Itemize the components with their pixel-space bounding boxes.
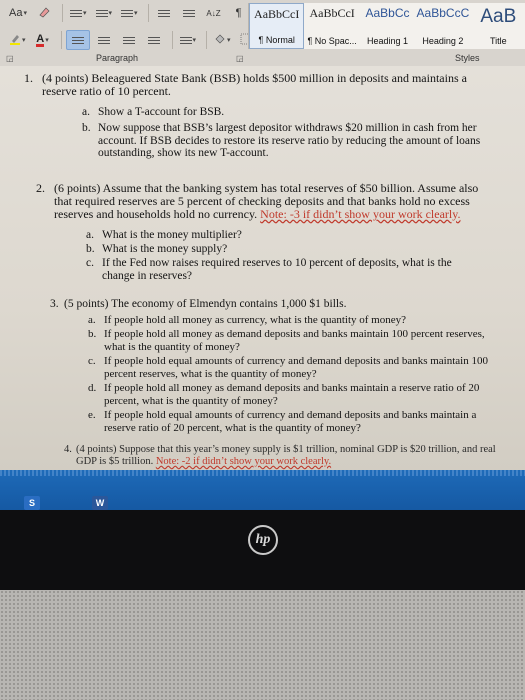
- style-sample: AaBbCcI: [254, 7, 300, 21]
- numbering-caret-icon: ▾: [108, 10, 113, 17]
- justify-button[interactable]: [143, 31, 165, 49]
- question-stem: (4 points) Suppose that this year’s money supply is $1 trillion, nominal GDP is $20 trillion, and real GDP is $5 trillion.: [76, 444, 496, 467]
- bullets-icon: [70, 8, 82, 19]
- font-dialog-launcher-icon[interactable]: ◲: [6, 54, 14, 63]
- highlighter-icon: [9, 33, 21, 48]
- show-formatting-marks-button[interactable]: [228, 4, 250, 22]
- increase-indent-icon: [183, 8, 195, 19]
- question-3c: [88, 355, 488, 380]
- styles-gallery: [248, 3, 525, 49]
- sub-text: If people hold all money as demand deposits and banks maintain a reserve ratio of 20 percent, what is the quantity of money?: [104, 382, 480, 407]
- multilevel-list-icon: [121, 8, 133, 19]
- style-0[interactable]: [249, 3, 304, 49]
- question-stem: (6 points) Assume that the banking system has total reserves of $50 billion. Assume also that required reserves are 5 percent of checking deposits and that banks hold no excess reserves and households hold no currency.: [54, 181, 479, 221]
- sub-letter: c.: [88, 355, 96, 367]
- taskbar-app-0-icon[interactable]: S: [24, 496, 40, 510]
- style-1[interactable]: [304, 3, 359, 49]
- style-name: ¶ Normal: [258, 35, 295, 45]
- decrease-indent-icon: [158, 8, 170, 19]
- style-name: Title: [489, 36, 507, 46]
- sub-letter: b.: [86, 243, 95, 255]
- styles-group-label: Styles: [455, 53, 480, 63]
- highlight-caret-icon: ▾: [22, 37, 26, 44]
- question-3d: [88, 382, 500, 407]
- question-4: [64, 444, 504, 468]
- increase-indent-button[interactable]: [178, 4, 200, 22]
- change-case-button[interactable]: [6, 4, 30, 22]
- document-page[interactable]: [0, 66, 525, 470]
- highlight-color-button[interactable]: [6, 31, 29, 49]
- sub-letter: b.: [88, 328, 97, 340]
- sub-letter: e.: [88, 409, 96, 421]
- grading-note: Note: -2 if didn’t show your work clearly.: [155, 456, 332, 467]
- question-3e: [88, 409, 500, 434]
- style-sample: AaBbCcC: [416, 6, 470, 20]
- question-stem: (4 points) Beleaguered State Bank (BSB) holds $500 million in deposits and maintains a reserve ratio of 10 percent.: [42, 71, 467, 98]
- sub-text: Show a T-account for BSB.: [98, 106, 225, 118]
- question-stem-wrap: [76, 444, 504, 468]
- ribbon-separator: [206, 31, 207, 49]
- question-1b: [82, 122, 492, 160]
- question-2b: [86, 243, 486, 256]
- taskbar: [0, 470, 525, 510]
- ribbon-separator: [61, 31, 62, 49]
- sub-text: What is the money multiplier?: [102, 229, 242, 241]
- ribbon-separator: [62, 4, 63, 22]
- question-2: [36, 182, 496, 221]
- align-center-icon: [98, 35, 110, 46]
- style-2[interactable]: [360, 3, 415, 49]
- word-ribbon: [0, 0, 525, 67]
- question-1a: [82, 106, 492, 119]
- question-3b: [88, 328, 488, 353]
- style-3[interactable]: [415, 3, 470, 49]
- paint-bucket-icon: [214, 33, 226, 48]
- font-color-icon: A: [36, 32, 45, 45]
- paragraph-dialog-launcher-icon[interactable]: ◲: [236, 54, 244, 63]
- style-name: Heading 2: [422, 36, 464, 46]
- align-left-button[interactable]: [66, 30, 90, 50]
- line-spacing-icon: [180, 35, 192, 46]
- sub-text: Now suppose that BSB’s largest depositor withdraws $20 million in cash from her account. If BSB decides to restore its reserve ratio by reducing the amount of loans outstanding, show its new T-account.: [98, 122, 481, 159]
- sub-letter: d.: [88, 382, 97, 394]
- style-sample: AaB: [480, 6, 517, 27]
- keyboard-speaker-grille: [0, 590, 525, 700]
- paragraph-group-label: Paragraph: [96, 53, 139, 63]
- multilevel-list-caret-icon: ▾: [134, 10, 138, 17]
- sub-letter: a.: [86, 229, 94, 241]
- clear-formatting-icon: [38, 6, 50, 21]
- shading-button[interactable]: [211, 31, 234, 49]
- question-2a: [86, 229, 486, 242]
- change-case-caret-icon: ▾: [23, 10, 27, 17]
- ribbon-row-1: [6, 4, 253, 22]
- multilevel-list-button[interactable]: [118, 4, 141, 22]
- question-number: 1.: [24, 71, 33, 85]
- sub-letter: b.: [82, 122, 91, 134]
- numbering-icon: [96, 8, 108, 19]
- numbering-button[interactable]: [93, 4, 116, 22]
- bullets-caret-icon: ▾: [82, 10, 87, 17]
- question-2c: [86, 257, 476, 282]
- align-right-icon: [123, 35, 135, 46]
- question-3: [50, 298, 500, 311]
- bullets-button[interactable]: [67, 4, 90, 22]
- taskbar-edge: [0, 470, 525, 476]
- question-stem-wrap: [54, 182, 496, 221]
- question-number: 2.: [36, 181, 45, 195]
- sub-text: If people hold all money as demand deposits and banks maintain 100 percent reserves, what is the quantity of money?: [104, 328, 485, 353]
- style-4[interactable]: [471, 3, 525, 49]
- question-3a: [88, 314, 498, 327]
- sub-text: If the Fed now raises required reserves to 10 percent of deposits, what is the change in reserves?: [102, 257, 452, 282]
- justify-icon: [148, 35, 160, 46]
- sub-text: If people hold equal amounts of currency and demand deposits and banks maintain a reserve ratio of 20 percent, what is the quantity of money?: [104, 409, 477, 434]
- grading-note: Note: -3 if didn’t show your work clearly.: [260, 207, 461, 221]
- hp-logo: hp: [248, 525, 278, 555]
- pilcrow-icon: ¶: [235, 7, 242, 19]
- style-sample: AaBbCcI: [309, 6, 355, 20]
- sub-text: If people hold equal amounts of currency and demand deposits and banks maintain 100 percent reserves, what is the quantity of money?: [104, 355, 488, 380]
- align-center-button[interactable]: [93, 31, 115, 49]
- taskbar-app-1-icon[interactable]: W: [92, 496, 108, 510]
- sort-icon: A↓Z: [206, 8, 221, 18]
- sub-letter: a.: [88, 314, 96, 326]
- style-name: Heading 1: [366, 36, 409, 46]
- sub-text: What is the money supply?: [102, 243, 228, 255]
- sub-text: If people hold all money as currency, what is the quantity of money?: [104, 314, 407, 326]
- line-spacing-caret-icon: ▾: [192, 37, 197, 44]
- align-right-button[interactable]: [118, 31, 140, 49]
- ribbon-separator: [148, 4, 149, 22]
- question-number: 3.: [50, 298, 59, 310]
- sort-button[interactable]: [203, 4, 225, 22]
- clear-formatting-button[interactable]: [33, 4, 55, 22]
- style-sample: AaBbCc: [365, 6, 410, 20]
- question-number: 4.: [64, 444, 72, 455]
- ribbon-row-2: [6, 30, 262, 50]
- question-stem: (5 points) The economy of Elmendyn contains 1,000 $1 bills.: [64, 298, 347, 310]
- line-spacing-button[interactable]: [177, 31, 200, 49]
- style-name: ¶ No Spac...: [307, 36, 357, 46]
- align-left-icon: [72, 35, 84, 46]
- ribbon-separator: [172, 31, 173, 49]
- shading-caret-icon: ▾: [227, 37, 231, 44]
- decrease-indent-button[interactable]: [153, 4, 175, 22]
- question-1: [24, 72, 494, 98]
- sub-letter: a.: [82, 106, 90, 118]
- change-case-label: Aa: [9, 7, 23, 19]
- font-color-caret-icon: ▾: [45, 37, 49, 44]
- sub-letter: c.: [86, 257, 94, 269]
- font-color-button[interactable]: [32, 31, 54, 49]
